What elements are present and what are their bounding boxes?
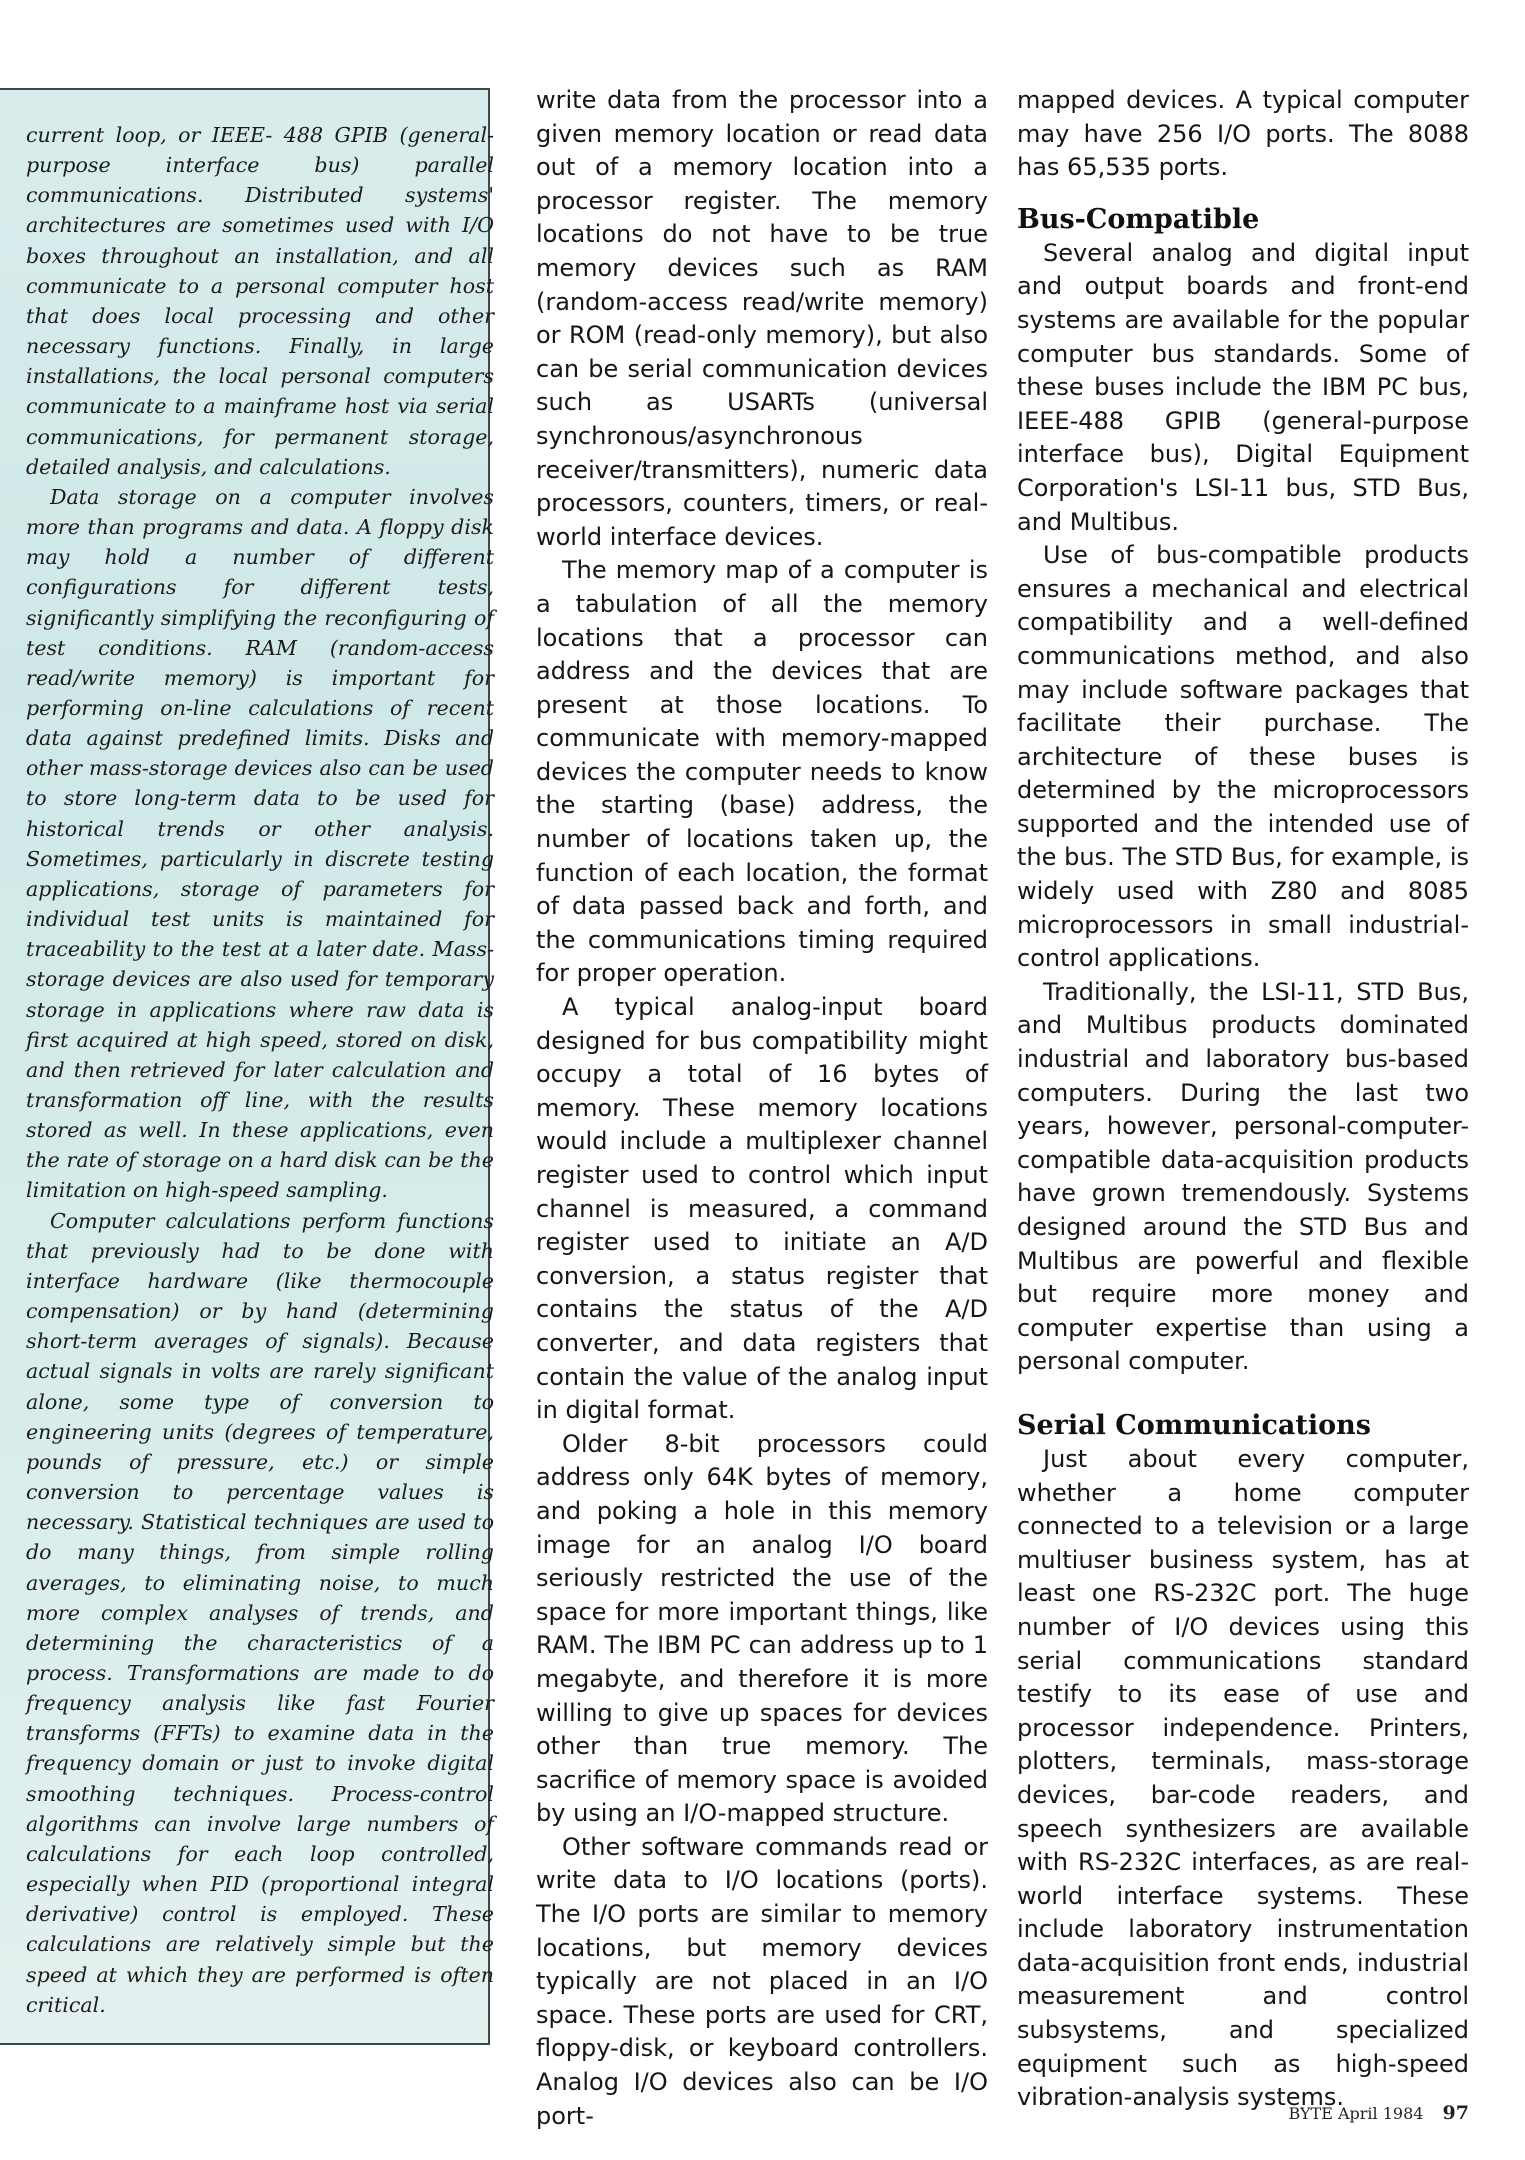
col2-paragraph-2: The memory map of a computer is a tabulation of all the memory locations that a processor can address and the devices that are present at those locations. To communicate with memory-mapped devices the computer needs to know the starting (base) address, the number of locations taken up, the function of each location, the format of data passed back and forth, and the communications timing required for proper operation. [536, 556, 988, 988]
col2-paragraph-3: A typical analog-input board designed for bus compatibility might occupy a total of 16 bytes of memory. These memory locations would include a multiplexer channel register used to control which input channel is measured, a command register used to initiate an A/D conversion, a status register that contains the status of the A/D converter, and data registers that contain the value of the analog input in digital format. [536, 993, 988, 1425]
sidebar-paragraph-3: Computer calculations perform functions that previously had to be done with interface hardware (like thermocouple compensation) or by hand (determining short-term averages of signals). Because actual signals in volts are rarely significant alone, some type of conversion to engineering units (degrees of temperature, pounds of pressure, etc.) or simple conversion to percentage values is necessary. Statistical techniques are used to do many things, from simple rolling averages, to eliminating noise, to much more complex analyses of trends, and determining the characteristics of a process. Transformations are made to do frequency analysis like fast Fourier transforms (FFTs) to examine data in the frequency domain or just to invoke digital smoothing techniques. Process-control algorithms can involve large numbers of calculations for each loop controlled, especially when PID (proportional integral derivative) control is employed. These calculations are relatively simple but the speed at which they are performed is often critical. [26, 1208, 494, 2017]
sidebar-paragraph-1: current loop, or IEEE- 488 GPIB (general-purpose interface bus) parallel communications. Distributed systems' architectures are sometimes used with I/O boxes throughout an installation, and all communicate to a personal computer host that does local processing and other necessary functions. Finally, in large installations, the local personal computers communicate to a mainframe host via serial communications, for permanent storage, detailed analysis, and calculations. [26, 123, 494, 479]
serial-paragraph-1: Just about every computer, whether a home computer connected to a television or a large multiuser business system, has at least one RS-232C port. The huge number of I/O devices using this serial communications standard testify to its ease of use and processor independence. Printers, plotters, terminals, mass-storage devices, bar-code readers, and speech synthesizers are available with RS-232C interfaces, as are real-world interface systems. These include laboratory instrumentation data-acquisition front ends, industrial measurement and control subsystems, and specialized equipment such as high-speed vibration-analysis systems. [1017, 1444, 1469, 2112]
bus-paragraph-3: Traditionally, the LSI-11, STD Bus, and Multibus products dominated industrial and laboratory bus-based computers. During the last two years, however, personal-computer-compatible data-acquisition products have grown tremendously. Systems designed around the STD Bus and Multibus are powerful and flexible but require more money and computer expertise than using a personal computer. [1017, 977, 1469, 1376]
page-number: 97 [1442, 2102, 1469, 2124]
page-footer [1288, 2102, 1469, 2124]
heading-serial-communications: Serial Communications [1017, 1409, 1371, 1441]
publication-name: BYTE April 1984 [1288, 2104, 1424, 2123]
heading-bus-compatible: Bus-Compatible [1017, 203, 1260, 235]
column-2 [536, 84, 988, 2133]
col3-intro: mapped devices. A typical computer may have 256 I/O ports. The 8088 has 65,535 ports. [1017, 86, 1469, 182]
col2-paragraph-4: Older 8-bit processors could address only 64K bytes of memory, and poking a hole in this memory image for an analog I/O board seriously restricted the use of the space for more important things, like RAM. The IBM PC can address up to 1 megabyte, and therefore it is more willing to give up spaces for devices other than true memory. The sacrifice of memory space is avoided by using an I/O-mapped structure. [536, 1429, 988, 1828]
col2-paragraph-5: Other software commands read or write data to I/O locations (ports). The I/O ports are similar to memory locations, but memory devices typically are not placed in an I/O space. These ports are used for CRT, floppy-disk, or keyboard controllers. Analog I/O devices also can be I/O port- [536, 1832, 988, 2130]
sidebar-text [26, 120, 494, 2020]
column-3 [1017, 84, 1469, 2115]
bus-paragraph-1: Several analog and digital input and output boards and front-end systems are available for the popular computer bus standards. Some of these buses include the IBM PC bus, IEEE-488 GPIB (general-purpose interface bus), Digital Equipment Corporation's LSI-11 bus, STD Bus, and Multibus. [1017, 238, 1469, 536]
sidebar-paragraph-2: Data storage on a computer involves more than programs and data. A floppy disk may hold a number of different configurations for different tests, significantly simplifying the reconfiguring of test conditions. RAM (random-access read/write memory) is important for performing on-line calculations of recent data against predefined limits. Disks and other mass-storage devices also can be used to store long-term data to be used for historical trends or other analysis. Sometimes, particularly in discrete testing applications, storage of parameters for individual test units is maintained for traceability to the test at a later date. Mass-storage devices are also used for temporary storage in applications where raw data is first acquired at high speed, stored on disk, and then retrieved for later calculation and transformation off line, with the results stored as well. In these applications, even the rate of storage on a hard disk can be the limitation on high-speed sampling. [26, 484, 494, 1203]
col2-paragraph-1: write data from the processor into a given memory location or read data out of a memory location into a processor register. The memory locations do not have to be true memory devices such as RAM (random-access read/write memory) or ROM (read-only memory), but also can be serial communication devices such as USARTs (universal synchronous/asynchronous receiver/transmitters), numeric data processors, counters, timers, or real-world interface devices. [536, 86, 988, 551]
bus-paragraph-2: Use of bus-compatible products ensures a mechanical and electrical compatibility and a well-defined communications method, and also may include software packages that facilitate their purchase. The architecture of these buses is determined by the microprocessors supported and the intended use of the bus. The STD Bus, for example, is widely used with Z80 and 8085 microprocessors in small industrial-control applications. [1017, 541, 1469, 973]
